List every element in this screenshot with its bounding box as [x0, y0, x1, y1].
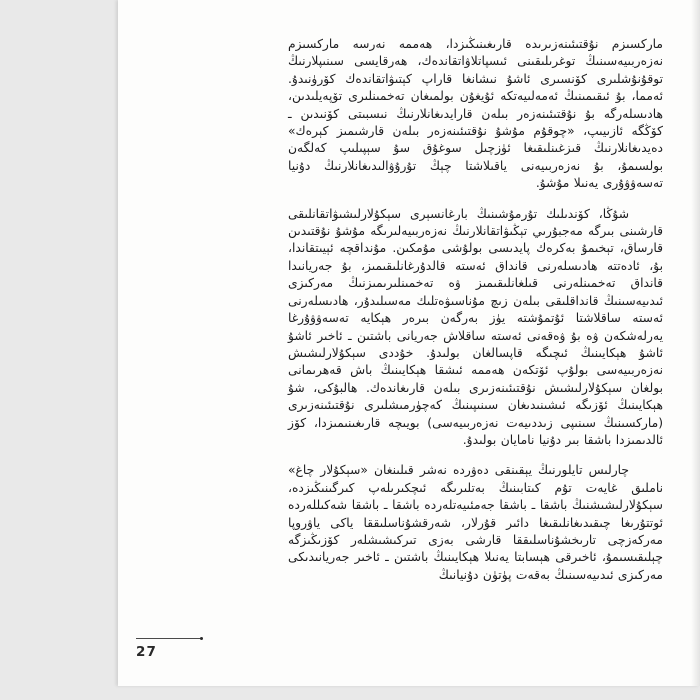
page-gutter-shading — [691, 0, 700, 686]
folio-rule — [136, 638, 202, 639]
body-text-block — [288, 36, 663, 584]
paragraph-3: چارلىس تايلورنىڭ يېقىنقى دەۋردە نەشر قىلىنغان «سېكۇلار چاغ» ناملىق غايەت تۇم كىتابىنىڭ بەتلىرىگە ئىچكىرىلەپ كىرگىنىڭىزدە، سېكۇلارلىشىشنىڭ باشقا ـ باشقا جەمئىيەتلەردە باشقا ـ باشقا شەكىللەردە ئوتتۇرىغا چىقىدىغانلىقىغا دائىر قۇرلار، شەرقشۇناسلىققا ياكى ياۋروپا مەركەزچى تارىخشۇناسلىققا قارشى بەزى تىركىشىشلەر كۆزىڭىزگە چېلىقىسىمۇ، ئاخىرقى ھېسابتا يەنىلا ھېكايىنىڭ باشتىن ـ ئاخىر جەريانىدىكى مەركىزى ئىدىيەسىنىڭ بەقەت پۈتۈن دۇنيانىڭ — [288, 463, 663, 582]
page-number: 27 — [136, 644, 157, 660]
paragraph-1: ماركسىزم نۇقتىئىنەزىرىدە قارىغىنىڭىزدا، ھەممە نەرسە ماركسىزم نەزەربىيەسىنىڭ توغرىلىقىنى ئىسپاتلاۋاتقاندەك، ھەرقايسى سىنىپلارنىڭ توقۇنۇشلىرى كۆنسىرى ئاشۇ نىشانغا قاراپ كېتىۋاتقاندەك كۆرۈنىدۇ. ئەمما، بۇ ئىقىمىنىڭ ئەمەلىيەتكە ئۇيغۇن بولمىغان تەخمىنلىرى تۆپەيلىدىن، ھادىسلەرگە بۇ نۇقتىئىنەزەر بىلەن قارايدىغانلارنىڭ نىسبىتى كۆنىدىن ـ كۆڭگە ئازىيىپ، «چوقۇم مۇشۇ نۇقتىئىنەزەر بىلەن قارشىمىز كېرەك» دەيدىغانلارنىڭ قىزغىنلىقىغا ئۈزچىل سوغۇق سۇ سېپىلىپ كەلگەن بولسىمۇ، بۇ نەزەربىيەنى ياقىلاشتا چېڭ تۇرۇۋالىدىغانلارنىڭ دۇنيا تەسەۋۋۇرى يەنىلا مۇشۇ. — [288, 37, 663, 191]
scan-background-bottom-margin — [0, 686, 700, 700]
scan-background-left-margin — [0, 0, 118, 700]
paragraph-2: شۇڭا، كۆندىلىك تۇرمۇشىنىڭ بارغانسېرى سېكۇلارلىشىۋاتقانلىقى قارشىنى بىرگە مەجبۇرىي تېڭىۋاتقانلارنىڭ نەزەربىيەلىرىگە مۇشۇ نۇقتىدىن قارساق، تېخىمۇ بەكرەك پايدىسى بولۇشى مۇمكىن. مۇنداقچە ئېيىتقاندا، بۇ، ئادەتتە ھادىسلەرنى قانداق ئەستە قالدۇرغانلىقىمىز، بۇ جەريانىدا قانداق تەخمىنلەرنى قىلغانلىقىمىز ۋە تەخمىنلىرىمىزنىڭ مەركىزى ئىدىيەسىنىڭ قانداقلىقى بىلەن زىچ مۇناسىۋەتلىك مەسىلىدۇر، ھادىسلەرنى ئەستە ساقلاشتا ئۇتمۇشتە يۈز بەرگەن بىرەر ھېكايە تەسەۋۋۇرغا يەرلەشكەن ۋە بۇ ۋەقەنى ئەستە ساقلاش جەريانى باشتىن ـ ئاخىر ئاشۇ ئاشۇ ھېكايىنىڭ ئىچىگە قاپسالغان بولىدۇ. خۇددى سېكۇلارلىشىش نەزەربىيەسى بولۇپ ئۆتكەن ھەممە ئىشقا ھېكايىنىڭ باش قەھرىمانى بولغان سېكۇلارلىشىش نۇقتىئىنەزىرى بىلەن قارىغاندەك. ھالبۇكى، شۇ ھېكايىنىڭ ئۆزىگە ئىشىنىدىغان سىنىپىنىڭ كەچۈرمىشلىرى نۇقتىئىنەزىرى (ماركسىنىڭ سىنىپى زىددىيەت نەزەربىيەسى) بويىچە قارىغىنىمىزدا، كۆز ئالدىمىزدا باشقا بىر دۇنيا نامايان بولىدۇ. — [288, 206, 663, 447]
page-sheet — [118, 0, 700, 686]
page-footer — [136, 638, 336, 660]
